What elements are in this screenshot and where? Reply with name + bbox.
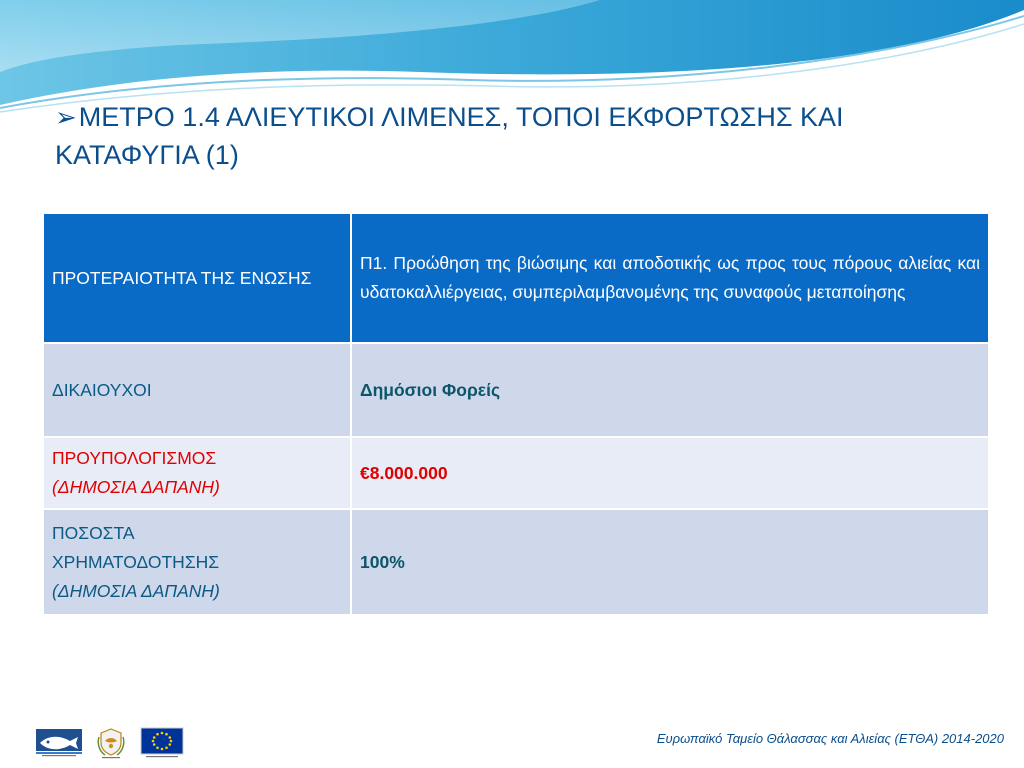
- eu-flag-logo-icon: [140, 725, 184, 761]
- budget-value: €8.000.000: [351, 437, 989, 509]
- funding-rate-label-line1: ΠΟΣΟΣΤΑ: [52, 522, 135, 543]
- budget-label-sub: (ΔΗΜΟΣΙΑ ΔΑΠΑΝΗ): [52, 477, 220, 497]
- cyprus-emblem-logo-icon: [96, 725, 126, 761]
- footer-fund-label: Ευρωπαϊκό Ταμείο Θάλασσας και Αλιείας (ΕΤΘΑ) 2014-2020: [656, 731, 1004, 746]
- table-row-budget: [43, 437, 989, 509]
- budget-label: ΠΡΟΥΠΟΛΟΓΙΣΜΟΣ: [52, 448, 217, 468]
- slide-title: [55, 98, 985, 174]
- funding-rate-label-line2: ΧΡΗΜΑΤΟΔΟΤΗΣΗΣ: [52, 551, 220, 572]
- priority-label: ΠΡΟΤΕΡΑΙΟΤΗΤΑ ΤΗΣ ΕΝΩΣΗΣ: [43, 213, 351, 343]
- table-row-beneficiaries: [43, 343, 989, 437]
- beneficiaries-label: ΔΙΚΑΙΟΥΧΟΙ: [43, 343, 351, 437]
- fisheries-department-logo-icon: [36, 725, 82, 761]
- slide-title-line1: ΜΕΤΡΟ 1.4 ΑΛΙΕΥΤΙΚΟΙ ΛΙΜΕΝΕΣ, ΤΟΠΟΙ ΕΚΦΟΡΤΩΣΗΣ ΚΑΙ: [78, 102, 844, 132]
- priority-value: Π1. Προώθηση της βιώσιμης και αποδοτικής ως προς τους πόρους αλιείας και υδατοκαλλιέργειας, συμπεριλαμβανομένης της συναφούς μεταποίησης: [351, 213, 989, 343]
- budget-label-cell: [43, 437, 351, 509]
- table-row-priority: [43, 213, 989, 343]
- beneficiaries-value: Δημόσιοι Φορείς: [351, 343, 989, 437]
- arrow-bullet-icon: ➢: [55, 102, 77, 132]
- funding-rate-label-sub: (ΔΗΜΟΣΙΑ ΔΑΠΑΝΗ): [52, 580, 220, 601]
- funding-rate-label-cell: [43, 509, 351, 615]
- measure-info-table: [42, 212, 990, 616]
- table-row-funding-rate: [43, 509, 989, 615]
- slide-title-line2: ΚΑΤΑΦΥΓΙΑ (1): [55, 140, 239, 170]
- funding-rate-value: 100%: [351, 509, 989, 615]
- logos-row: [36, 724, 184, 762]
